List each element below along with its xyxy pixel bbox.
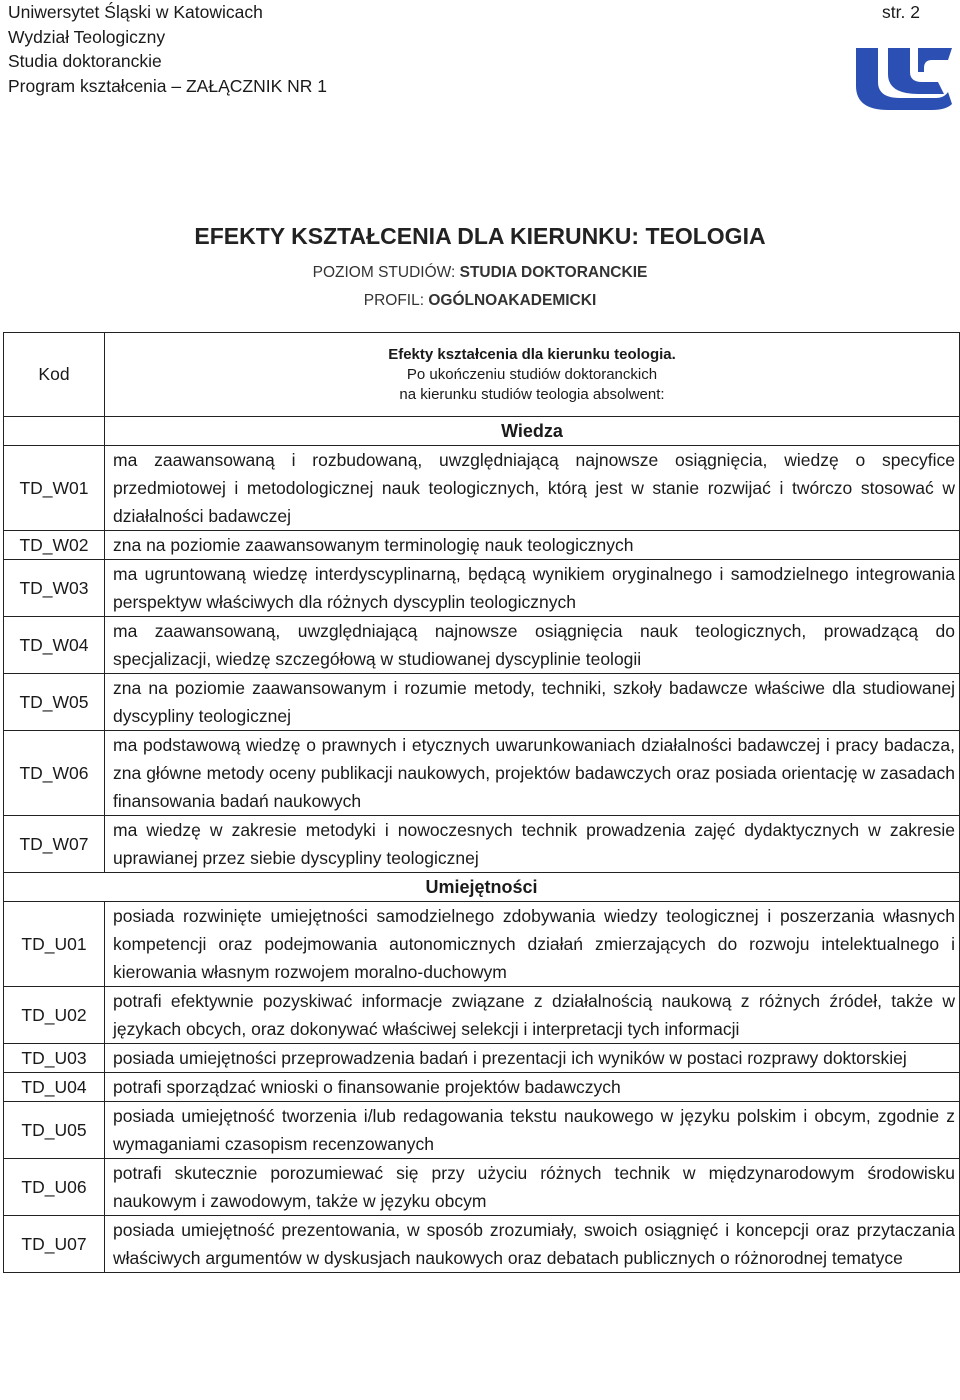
program-name: Program kształcenia – ZAŁĄCZNIK NR 1: [8, 75, 327, 96]
section-knowledge: Wiedza: [105, 417, 960, 446]
outcome-code: TD_W05: [4, 674, 105, 731]
kod-header: Kod: [4, 333, 105, 417]
effects-header-line1: Efekty kształcenia dla kierunku teologia.: [388, 345, 676, 363]
outcome-description: ma wiedzę w zakresie metodyki i nowoczesnych technik prowadzenia zajęć dydaktycznych w zakresie uprawianej przez siebie dyscypliny teologicznej: [105, 816, 960, 873]
effects-header: [105, 333, 960, 417]
outcome-code: TD_U06: [4, 1159, 105, 1216]
outcome-code: TD_U02: [4, 987, 105, 1044]
outcome-code: TD_U07: [4, 1216, 105, 1273]
table-row: [4, 617, 960, 674]
level-value: STUDIA DOKTORANCKIE: [459, 264, 648, 281]
outcome-description: potrafi skutecznie porozumiewać się przy użyciu różnych technik w międzynarodowym środowisku naukowym i zawodowym, także w języku obcym: [105, 1159, 960, 1216]
table-row: [4, 1102, 960, 1159]
outcome-description: zna na poziomie zaawansowanym i rozumie metody, techniki, szkoły badawcze właściwe dla studiowanej dyscypliny teologicznej: [105, 674, 960, 731]
outcome-description: potrafi sporządzać wnioski o finansowanie projektów badawczych: [105, 1073, 960, 1102]
outcome-code: TD_W07: [4, 816, 105, 873]
outcome-code: TD_U01: [4, 902, 105, 987]
page-number: str. 2: [882, 2, 920, 22]
outcome-code: TD_U05: [4, 1102, 105, 1159]
outcome-code: TD_W04: [4, 617, 105, 674]
table-row: [4, 560, 960, 617]
outcome-description: ma zaawansowaną i rozbudowaną, uwzględniającą najnowsze osiągnięcia, wiedzę o specyfice przedmiotowej i metodologicznej nauk teologicznych, którą jest w stanie rozwijać i twórczo stosować w działalności badawczej: [105, 446, 960, 531]
university-name: Uniwersytet Śląski w Katowicach: [8, 2, 263, 22]
outcome-description: posiada umiejętność prezentowania, w sposób zrozumiały, swoich osiągnięć i koncepcji oraz przytaczania właściwych argumentów w dyskusjach naukowych oraz debatach publicznych o różnorodnej tematyce: [105, 1216, 960, 1273]
outcome-description: zna na poziomie zaawansowanym terminologię nauk teologicznych: [105, 531, 960, 560]
profile-line: [0, 292, 960, 310]
table-row: [4, 902, 960, 987]
table-row: [4, 1073, 960, 1102]
outcome-code: TD_U03: [4, 1044, 105, 1073]
document-title: EFEKTY KSZTAŁCENIA DLA KIERUNKU: TEOLOGIA: [194, 223, 766, 249]
outcome-code: TD_W06: [4, 731, 105, 816]
learning-outcomes-table: [3, 332, 960, 1273]
level-label: POZIOM STUDIÓW:: [312, 264, 456, 281]
table-row: [4, 1044, 960, 1073]
effects-header-line3: na kierunku studiów teologia absolwent:: [399, 385, 665, 403]
outcome-code: TD_W01: [4, 446, 105, 531]
effects-header-line2: Po ukończeniu studiów doktoranckich: [406, 365, 658, 383]
outcome-description: ma ugruntowaną wiedzę interdyscyplinarną, będącą wynikiem oryginalnego i samodzielnego integrowania perspektyw właściwych dla różnych dyscyplin teologicznych: [105, 560, 960, 617]
table-row: [4, 531, 960, 560]
table-row: [4, 731, 960, 816]
table-row: [4, 1159, 960, 1216]
outcome-description: ma podstawową wiedzę o prawnych i etycznych uwarunkowaniach działalności badawczej i pracy badacza, zna główne metody oceny publikacji naukowych, projektów badawczych oraz posiada orientację w zasadach finansowania badań naukowych: [105, 731, 960, 816]
studies-name: Studia doktoranckie: [8, 51, 162, 71]
outcome-description: potrafi efektywnie pozyskiwać informacje związane z działalnością naukową z różnych źródeł, także w językach obcych, oraz dokonywać właściwej selekcji i interpretacji tych informacji: [105, 987, 960, 1044]
table-header-row: [4, 333, 960, 417]
table-row: [4, 674, 960, 731]
outcome-description: posiada rozwinięte umiejętności samodzielnego zdobywania wiedzy teologicznej i poszerzania własnych kompetencji oraz podejmowania autonomicznych działań zmierzających do rozwoju intelektualnego i kierowania własnym rozwojem moralno-duchowym: [105, 902, 960, 987]
table-row: [4, 816, 960, 873]
profile-label: PROFIL:: [363, 292, 425, 309]
profile-value: OGÓLNOAKADEMICKI: [428, 292, 597, 309]
table-row: [4, 1216, 960, 1273]
level-line: [0, 264, 960, 282]
outcome-code: TD_W03: [4, 560, 105, 617]
university-logo: [848, 42, 956, 110]
section-row-skills: [4, 873, 960, 902]
outcome-code: TD_U04: [4, 1073, 105, 1102]
faculty-name: Wydział Teologiczny: [8, 26, 166, 47]
section-row-knowledge: [4, 417, 960, 446]
table-row: [4, 446, 960, 531]
outcome-description: posiada umiejętność tworzenia i/lub redagowania tekstu naukowego w języku polskim i obcym, zgodnie z wymaganiami czasopism recenzowanych: [105, 1102, 960, 1159]
outcome-description: posiada umiejętności przeprowadzenia badań i prezentacji ich wyników w postaci rozprawy doktorskiej: [105, 1044, 960, 1073]
table-row: [4, 987, 960, 1044]
outcome-code: TD_W02: [4, 531, 105, 560]
outcome-description: ma zaawansowaną, uwzględniającą najnowsze osiągnięcia nauk teologicznych, prowadzącą do specjalizacji, wiedzę szczegółową w studiowanej dyscyplinie teologii: [105, 617, 960, 674]
section-skills: Umiejętności: [4, 873, 960, 902]
document-header: [8, 0, 327, 98]
